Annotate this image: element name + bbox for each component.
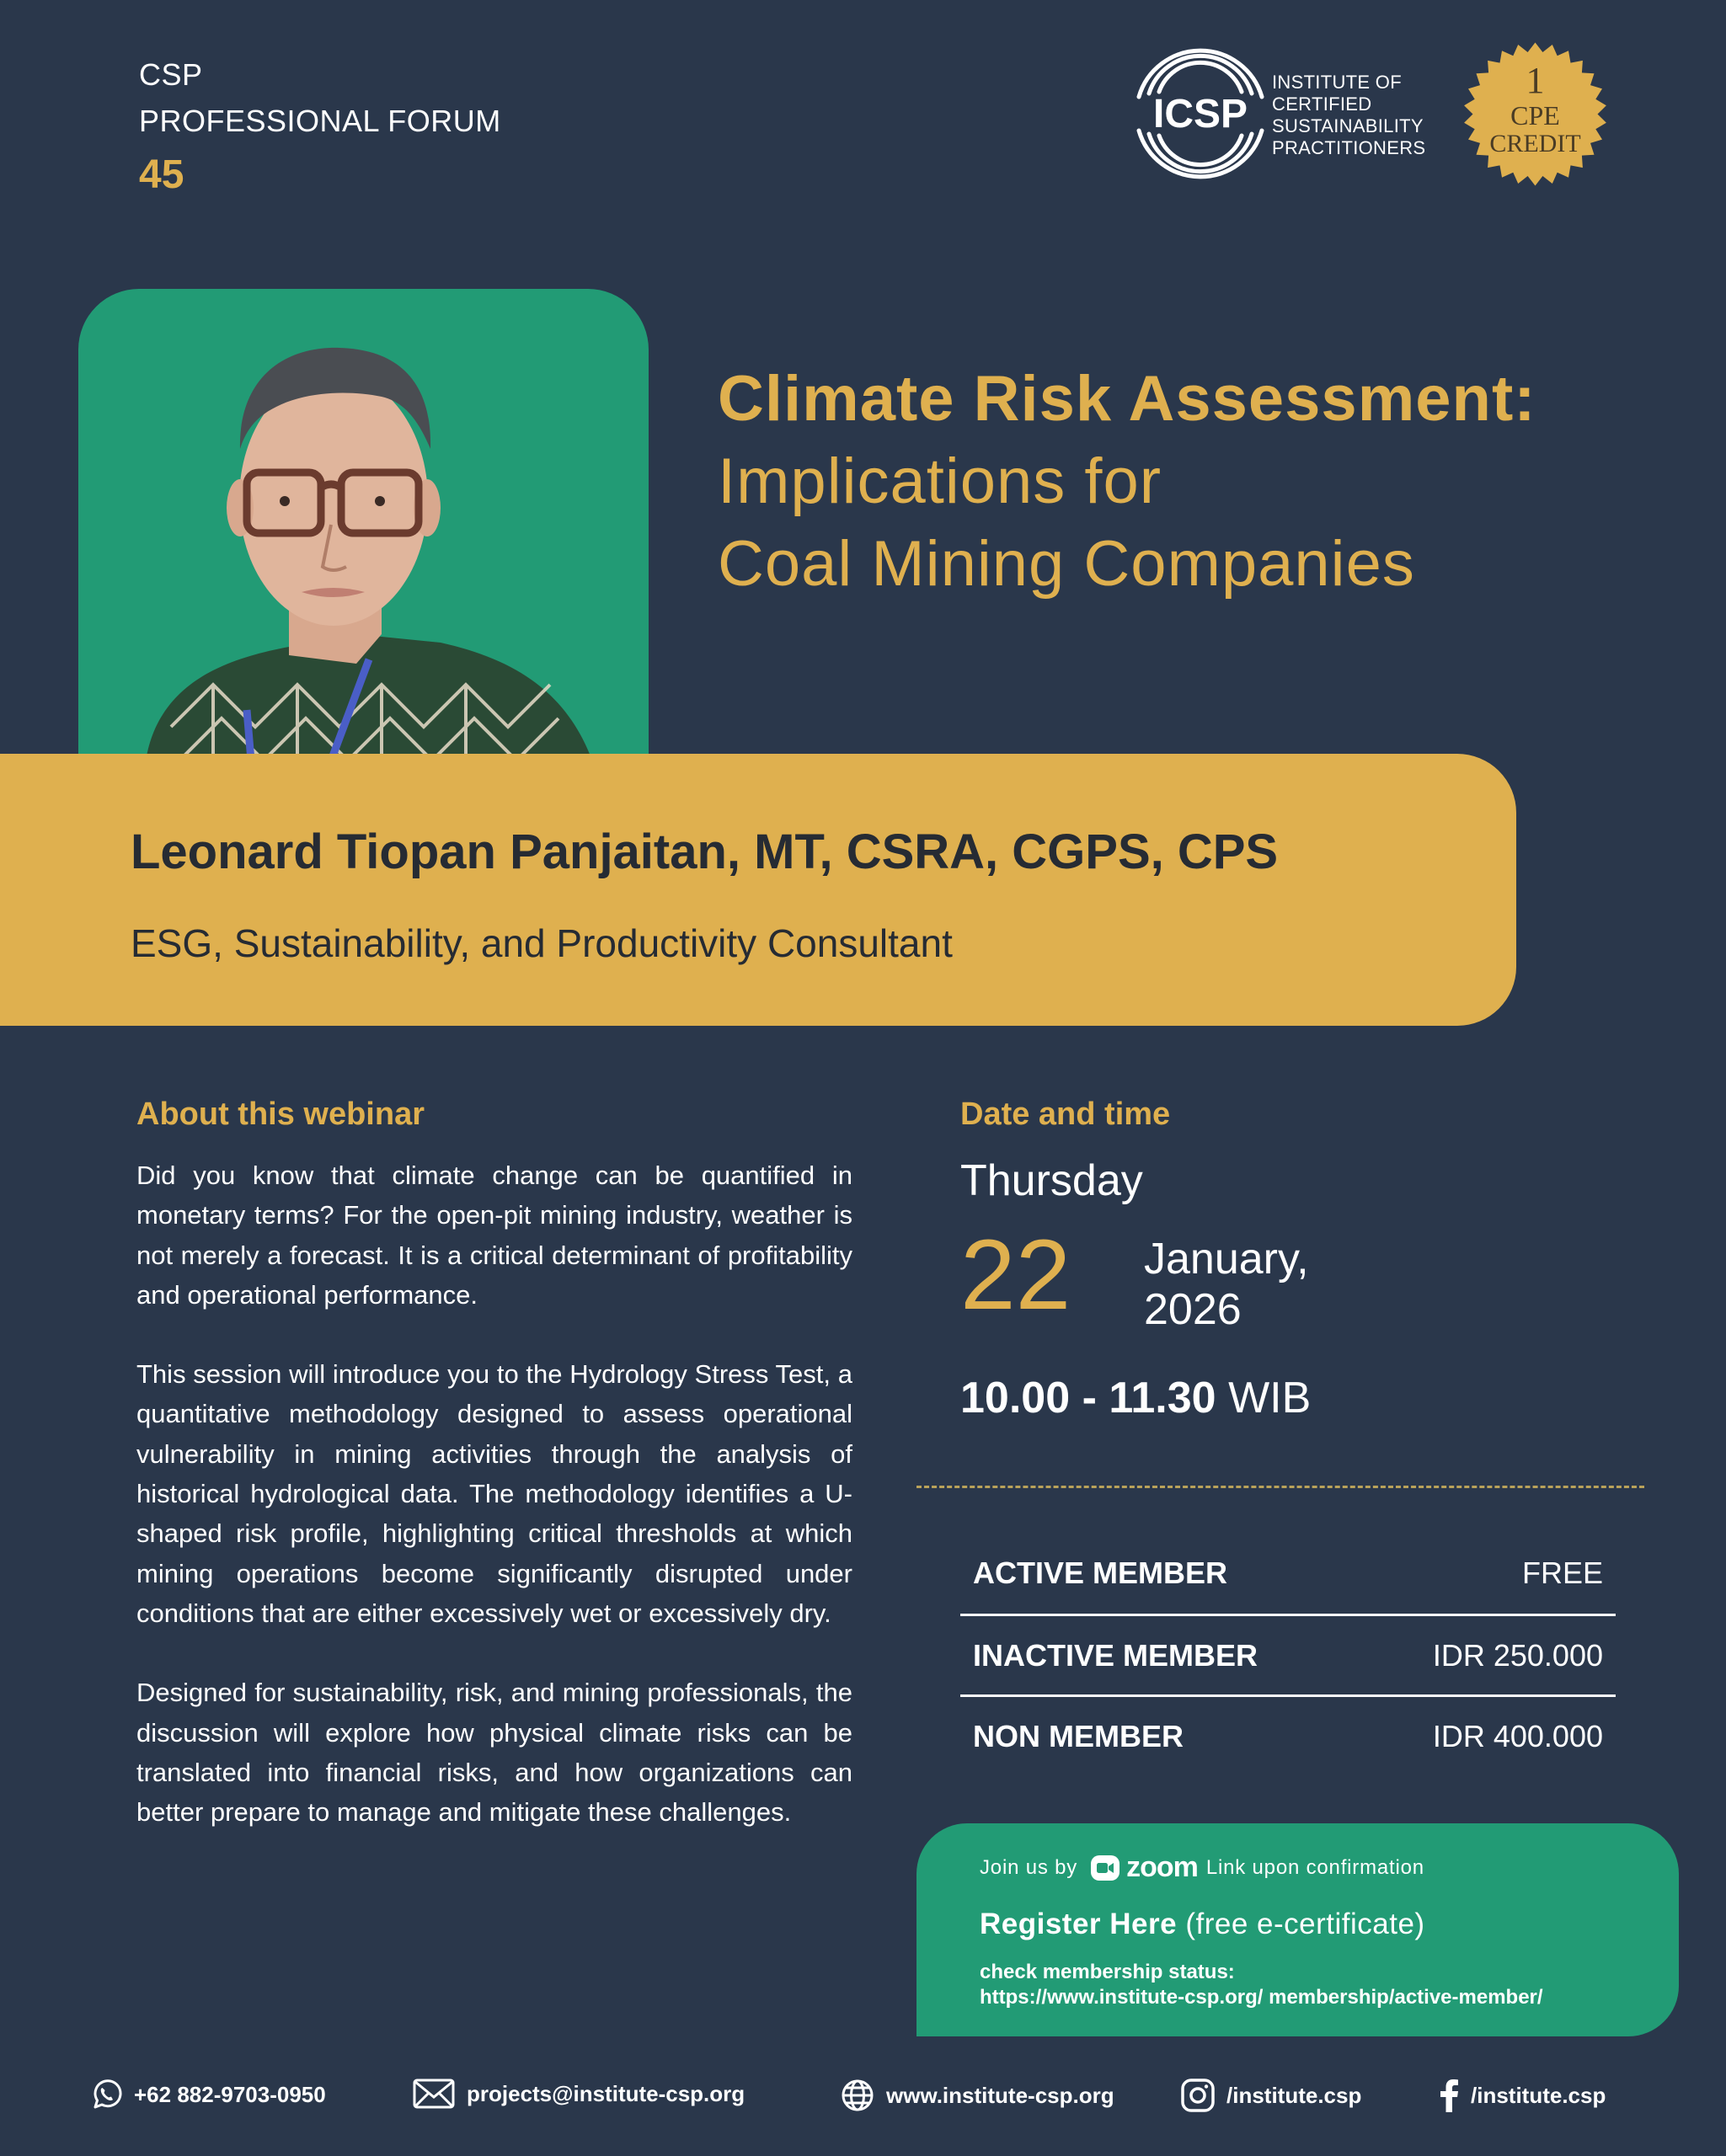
about-paragraph: This session will introduce you to the Hydrology Stress Test, a quantitative methodology designed to assess operational vulnerability in mining activities through the analysis of historical hydrological data. The methodology identifies a U-shaped risk profile, highlighting critical thresholds at which mining operations become significantly disrupted under conditions that are either excessively wet or excessively dry. bbox=[136, 1359, 852, 1628]
footer-facebook[interactable] bbox=[1439, 2079, 1606, 2112]
globe-icon bbox=[841, 2079, 874, 2112]
phone-number[interactable]: +62 882-9703-0950 bbox=[134, 2081, 326, 2107]
event-time bbox=[960, 1373, 1311, 1423]
event-month: January, bbox=[1144, 1235, 1309, 1283]
membership-status bbox=[980, 1960, 1543, 2010]
pricing-row bbox=[960, 1694, 1616, 1775]
event-time-range: 10.00 - 11.30 bbox=[960, 1374, 1216, 1422]
cpe-credit-number: 1 bbox=[1526, 60, 1545, 101]
pricing-label: ACTIVE MEMBER bbox=[973, 1556, 1228, 1590]
whatsapp-icon bbox=[90, 2079, 122, 2111]
instagram-handle[interactable]: /institute.csp bbox=[1226, 2082, 1362, 2108]
register-note: (free e-certificate) bbox=[1185, 1908, 1425, 1940]
pricing-label: NON MEMBER bbox=[973, 1718, 1184, 1753]
cpe-credit-line1: CPE bbox=[1510, 100, 1560, 131]
facebook-icon bbox=[1439, 2079, 1459, 2112]
org-name-line: INSTITUTE OF bbox=[1272, 72, 1402, 93]
zoom-wordmark: zoom bbox=[1126, 1851, 1198, 1883]
event-day: 22 bbox=[960, 1219, 1071, 1331]
footer-instagram[interactable] bbox=[1181, 2079, 1361, 2112]
org-name-line: CERTIFIED bbox=[1272, 93, 1372, 115]
org-name-line: SUSTAINABILITY bbox=[1272, 115, 1424, 136]
event-timezone: WIB bbox=[1228, 1374, 1312, 1422]
speaker-band bbox=[0, 754, 1516, 1026]
title-line-3: Coal Mining Companies bbox=[718, 528, 1415, 600]
pricing-value: FREE bbox=[1521, 1556, 1603, 1590]
pricing-row bbox=[960, 1614, 1616, 1694]
pricing-table bbox=[960, 1533, 1616, 1775]
footer-email[interactable] bbox=[413, 2079, 745, 2109]
org-name-line: PRACTITIONERS bbox=[1272, 137, 1426, 158]
register-label[interactable]: Register Here bbox=[980, 1908, 1178, 1940]
instagram-icon bbox=[1181, 2079, 1215, 2112]
speaker-portrait-icon bbox=[78, 289, 649, 760]
join-prefix: Join us by bbox=[980, 1855, 1078, 1879]
speaker-photo bbox=[78, 289, 649, 760]
footer-phone[interactable] bbox=[90, 2079, 326, 2111]
webinar-title bbox=[718, 358, 1536, 606]
about-paragraph: Did you know that climate change can be quantified in monetary terms? For the open-pit mining industry, weather is not merely a forecast. It is a critical determinant of profitability and operational performance. bbox=[136, 1161, 852, 1310]
date-heading: Date and time bbox=[960, 1097, 1171, 1132]
membership-label: check membership status: bbox=[980, 1961, 1235, 1983]
zoom-logo bbox=[1091, 1851, 1198, 1884]
email-address[interactable]: projects@institute-csp.org bbox=[467, 2080, 745, 2106]
email-icon bbox=[413, 2079, 455, 2109]
membership-url[interactable]: https://www.institute-csp.org/ membership/active-member/ bbox=[980, 1986, 1543, 2009]
registration-box bbox=[916, 1823, 1679, 2036]
zoom-camera-icon bbox=[1091, 1855, 1119, 1881]
speaker-role: ESG, Sustainability, and Productivity Consultant bbox=[131, 921, 953, 965]
dashed-divider bbox=[916, 1486, 1644, 1488]
facebook-handle[interactable]: /institute.csp bbox=[1471, 2082, 1606, 2108]
speaker-name: Leonard Tiopan Panjaitan, MT, CSRA, CGPS, CPS bbox=[131, 825, 1279, 879]
pricing-value: IDR 250.000 bbox=[1432, 1637, 1603, 1673]
event-weekday: Thursday bbox=[960, 1156, 1143, 1205]
event-month-year bbox=[1144, 1234, 1309, 1335]
website-url[interactable]: www.institute-csp.org bbox=[886, 2082, 1114, 2108]
icsp-logo-text: ICSP bbox=[1152, 92, 1248, 136]
org-name bbox=[1272, 72, 1425, 159]
about-body bbox=[136, 1155, 852, 1871]
series-number: 45 bbox=[139, 152, 184, 197]
event-year: 2026 bbox=[1144, 1285, 1242, 1334]
about-paragraph: Designed for sustainability, risk, and mining professionals, the discussion will explore how physical climate risks can be translated into financial risks, and how organizations can better prepare to manage and mitigate these challenges. bbox=[136, 1678, 852, 1828]
icsp-logo-icon bbox=[1120, 38, 1280, 189]
register-link[interactable] bbox=[980, 1908, 1425, 1941]
footer-website[interactable] bbox=[841, 2079, 1114, 2112]
about-heading: About this webinar bbox=[136, 1097, 425, 1132]
series-label: CSP bbox=[139, 57, 203, 92]
join-info bbox=[980, 1851, 1424, 1884]
title-line-2: Implications for bbox=[718, 446, 1162, 517]
series-name: PROFESSIONAL FORUM bbox=[139, 104, 501, 138]
cpe-credit-line2: CREDIT bbox=[1489, 130, 1581, 157]
pricing-value: IDR 400.000 bbox=[1432, 1718, 1603, 1753]
cpe-credit-badge-icon bbox=[1461, 40, 1609, 188]
pricing-row bbox=[960, 1533, 1616, 1614]
pricing-label: INACTIVE MEMBER bbox=[973, 1637, 1258, 1673]
join-suffix: Link upon confirmation bbox=[1205, 1855, 1424, 1879]
title-line-1: Climate Risk Assessment: bbox=[718, 363, 1536, 435]
